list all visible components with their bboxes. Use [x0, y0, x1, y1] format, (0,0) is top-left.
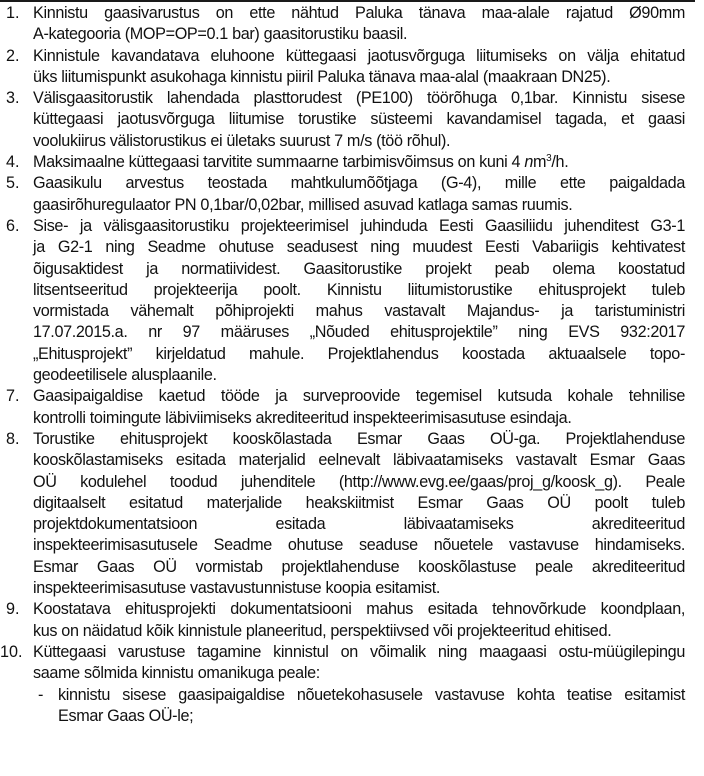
item-text-line: Gaasikulu arvestus teostada mahtkulumõõtjaga (G-4), mille ette paigaldada: [33, 174, 685, 193]
item-text-line: Esmar Gaas OÜ-le;: [58, 706, 194, 725]
list-item-2: [0, 46, 685, 89]
item-text-line: „Ehitusprojekt” kirjeldatud mahule. Projektlahendus koostada aktuaalsele topo-: [33, 344, 685, 363]
item-text-line: litsentseeritud projekteerija poolt. Kinnistu liitumistorustike ehitusprojekt tuleb: [33, 280, 685, 299]
item-number: 3.: [6, 89, 20, 108]
text-run: /h.: [551, 153, 569, 172]
item-text-line: geodeetilisele alusplaanile.: [33, 366, 217, 385]
item-text-line: kooskõlastamiseks esitada materjalid eelnevalt läbivaatamiseks vastavalt Esmar Gaas: [33, 451, 685, 470]
superscript-3: 3: [546, 153, 552, 165]
top-border-rule: [0, 0, 695, 2]
text-run: Maksimaalne küttegaasi tarvitite summaarne tarbimisvõimsus on kuni 4: [33, 153, 525, 172]
item-text-line: Esmar Gaas OÜ vormistab projektlahenduse kooskõlastuse peale akrediteeritud: [33, 557, 685, 576]
item-text-line: saame sõlmida kinnistu omanikuga peale:: [33, 664, 320, 683]
item-number: 5.: [6, 174, 20, 193]
list-item-7: [0, 386, 685, 429]
item-number: 9.: [6, 600, 20, 619]
list-item-10-sub-item-1: [0, 685, 685, 728]
item-number: 1.: [6, 4, 20, 22]
unit-m: m: [533, 153, 547, 172]
list-item-3: [0, 88, 685, 152]
item-text-line: Küttegaasi varustuse tagamine kinnistul on võimalik ning maagaasi ostu-müügilepingu: [33, 642, 685, 661]
item-text-line: projektdokumentatsioon esitada läbivaatamiseks akrediteeritud: [33, 515, 685, 534]
list-item-6: [0, 216, 685, 386]
item-text-line: Kinnistu gaasivarustus on ette nähtud Paluka tänava maa-alale rajatud Ø90mm: [33, 4, 685, 22]
list-item-9: [0, 599, 685, 642]
item-number: 2.: [6, 46, 20, 65]
item-text-line: A-kategooria (MOP=OP=0.1 bar) gaasitorustiku baasil.: [33, 25, 408, 44]
item-text-line: inspekteerimisasutuse vastavustunnistuse koopia esitamist.: [33, 579, 441, 598]
list-item-10: [0, 642, 685, 685]
item-text-line: Kinnistule kavandatava eluhoone küttegaasi jaotusvõrguga liitumiseks on välja ehitatud: [33, 46, 685, 65]
item-text-line: Torustike ehitusprojekt kooskõlastada Esmar Gaas OÜ-ga. Projektlahenduse: [33, 429, 685, 448]
list-item-8: [0, 429, 685, 599]
item-text-line: küttegaasi jaotusvõrguga liitumise torustike süsteemi kavandamisel tagada, et gaasi: [33, 110, 685, 129]
item-text-line: gaasirõhuregulaator PN 0,1bar/0,02bar, millised asuvad katlaga samas ruumis.: [33, 195, 573, 214]
item-text-line: Sise- ja välisgaasitorustiku projekteerimisel juhinduda Eesti Gaasiliidu juhenditest G3-1: [33, 216, 685, 235]
item-text-line: Välisgaasitorustik lahendada plasttorudest (PE100) töörõhuga 0,1bar. Kinnistu sisese: [33, 89, 685, 108]
list-item-4: [0, 152, 685, 173]
item-text-line: Gaasipaigaldise kaetud tööde ja surveproovide tegemisel kutsuda kohale tehnilise: [33, 387, 685, 406]
item-text-line: kus on näidatud kõik kinnistule planeeritud, perspektiivsed või projekteeritud ehitised.: [33, 621, 612, 640]
list-item-1: [0, 3, 685, 46]
item-number: 8.: [6, 429, 20, 448]
item-text-line: kinnistu sisese gaasipaigaldise nõuetekohasusele vastavuse kohta teatise esitamist: [58, 685, 685, 704]
item-text-line: ja G2-1 ning Seadme ohutuse seadusest ning muudest Eesti Vabariigis kehtivatest: [33, 238, 685, 257]
item-text-line: digitaalselt esitatud materjalide heakskiitmist Esmar Gaas OÜ poolt tuleb: [33, 493, 685, 512]
item-number: 7.: [6, 387, 20, 406]
item-text-line: vormistada vähemalt põhiprojekti mahus vastavalt Majandus- ja taristuministri: [33, 302, 685, 321]
item-text-line: Koostatava ehitusprojekti dokumentatsiooni mahus esitada tehnovõrkude koondplaan,: [33, 600, 685, 619]
item-number: 10.: [0, 642, 23, 661]
dash-bullet: -: [38, 685, 44, 704]
item-text-line: õigusaktidest ja normatiividest. Gaasitorustike projekt peab olema koostatud: [33, 259, 685, 278]
item-number: 6.: [6, 216, 20, 235]
item-text-line: üks liitumispunkt asukohaga kinnistu piiril Paluka tänava maa-alal (maakraan DN25).: [33, 67, 611, 86]
item-text-line: [33, 152, 685, 173]
item-text-line: voolukiirus välistorustikus ei ületaks suurust 7 m/s (töö rõhul).: [33, 131, 451, 150]
italic-n: n: [524, 153, 534, 172]
item-text-line: OÜ kodulehel toodud juhenditele (http://www.evg.ee/gaas/proj_g/koosk_g). Peale: [33, 472, 685, 491]
item-text-line: kontrolli toimingute läbiviimiseks akrediteeritud inspekteerimisasutuse esindaja.: [33, 408, 572, 427]
item-text-line: inspekteerimisasutusele Seadme ohutuse seaduse nõuetele vastavuse hindamiseks.: [33, 536, 685, 555]
list-item-5: [0, 173, 685, 216]
item-text-line: 17.07.2015.a. nr 97 määruses „Nõuded ehitusprojektile” ning EVS 932:2017: [33, 323, 685, 342]
item-number: 4.: [6, 153, 20, 172]
numbered-conditions-list: [0, 3, 704, 727]
